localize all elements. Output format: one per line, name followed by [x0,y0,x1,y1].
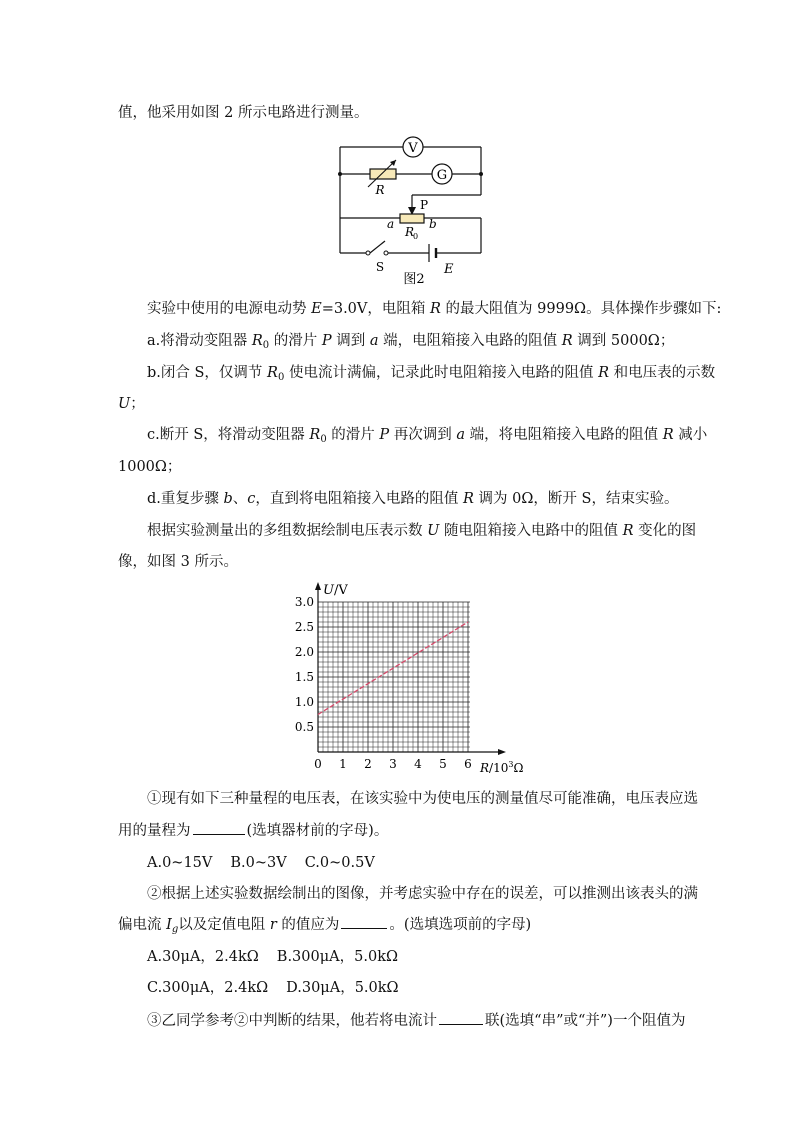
rheostat-icon [400,214,424,223]
para-emf: 实验中使用的电源电动势 E=3.0V，电阻箱 R 的最大阻值为 9999Ω。具体操作步骤如下: [147,301,722,317]
step-b: b.闭合 S，仅调节 $R_0$ 使电流计满偏，记录此时电阻箱接入电路的阻值 R 和电压表的示数 [147,365,716,383]
q2-options-1 [147,948,398,966]
y-axis-arrow [315,582,321,590]
x-axis-arrow [498,749,506,755]
y-tick-label: 2.5 [294,620,314,634]
chart-axes [315,582,506,755]
svg-text:V: V [408,141,418,156]
q1-option-a[interactable]: A.0~15V [147,855,213,871]
q3-line1: ③乙同学参考②中判断的结果，他若将电流计 联(选填“串”或“并”)一个阻值为 [147,1013,686,1029]
step-b-cont: U； [118,396,145,412]
q1-option-c[interactable]: C.0~0.5V [304,855,375,871]
q2-answer-blank[interactable] [341,916,387,929]
q2-option-d[interactable]: D.30μA，5.0kΩ [286,980,399,996]
svg-text:a: a [387,217,395,231]
circuit-diagram [330,135,500,285]
x-tick-label: 5 [439,757,447,771]
q1-line1: ①现有如下三种量程的电压表，在该实验中为使电压的测量值尽可能准确，电压表应选 [147,791,698,807]
q1-options [147,854,375,872]
q1-line2: 用的量程为 (选填器材前的字母)。 [118,823,389,839]
q1-option-b[interactable]: B.0~3V [230,855,287,871]
y-tick-label: 2.0 [294,645,314,659]
x-tick-label: 3 [389,757,397,771]
svg-text:b: b [429,217,437,231]
q2-line1: ②根据上述实验数据绘制出的图像，并考虑实验中存在的误差，可以推测出该表头的满 [147,886,698,902]
y-tick-label: 1.0 [294,695,314,709]
chart-ticks [295,595,472,771]
step-c-cont: 1000Ω； [118,459,182,475]
svg-text:E: E [444,262,454,277]
u-r-chart [280,578,540,778]
svg-text:S: S [375,260,385,274]
y-axis-label: U/V [323,583,348,598]
q3-answer-blank[interactable] [439,1012,483,1025]
x-tick-label: 0 [314,757,322,771]
svg-text:P: P [420,198,429,212]
intro-text: 值，他采用如图 2 所示电路进行测量。 [118,105,369,121]
step-d: d.重复步骤 b、c，直到将电阻箱接入电路的阻值 R 调为 0Ω，断开 S，结束实验。 [147,491,679,507]
chart-grid [318,602,470,752]
x-tick-label: 1 [339,757,347,771]
q1-answer-blank[interactable] [193,822,245,835]
q2-option-b[interactable]: B.300μA，5.0kΩ [276,949,399,965]
para-graph-intro: 根据实验测量出的多组数据绘制电压表示数 U 随电阻箱接入电路中的阻值 R 变化的图 [147,523,697,539]
y-tick-label: 1.5 [294,670,314,684]
figure-2-caption: 图2 [403,272,425,285]
q2-line2: 偏电流 $I_g$以及定值电阻 r 的值应为 。(选填选项前的字母) [118,917,532,935]
svg-text:R: R [405,225,415,239]
resistor-box-icon [370,169,396,179]
y-tick-label: 3.0 [294,595,314,609]
q2-option-a[interactable]: A.30μA，2.4kΩ [147,949,259,965]
x-tick-label: 4 [414,757,422,771]
svg-text:G: G [436,168,448,183]
q2-options-2 [147,979,399,997]
svg-text:R: R [375,183,385,197]
step-a: a.将滑动变阻器 $R_0$ 的滑片 P 调到 a 端，电阻箱接入电路的阻值 R 调到 5000Ω； [147,333,675,351]
x-tick-label: 6 [464,757,472,771]
svg-text:0: 0 [413,232,419,241]
para-graph-intro-cont: 像，如图 3 所示。 [118,554,238,570]
step-c: c.断开 S，将滑动变阻器 $R_0$ 的滑片 P 再次调到 a 端，将电阻箱接入电路的阻值 R 减小 [147,427,708,445]
x-tick-label: 2 [364,757,372,771]
q2-option-c[interactable]: C.300μA，2.4kΩ [147,980,269,996]
x-axis-label: $R/10^3\Omega$ [480,760,524,775]
y-tick-label: 0.5 [294,720,314,734]
